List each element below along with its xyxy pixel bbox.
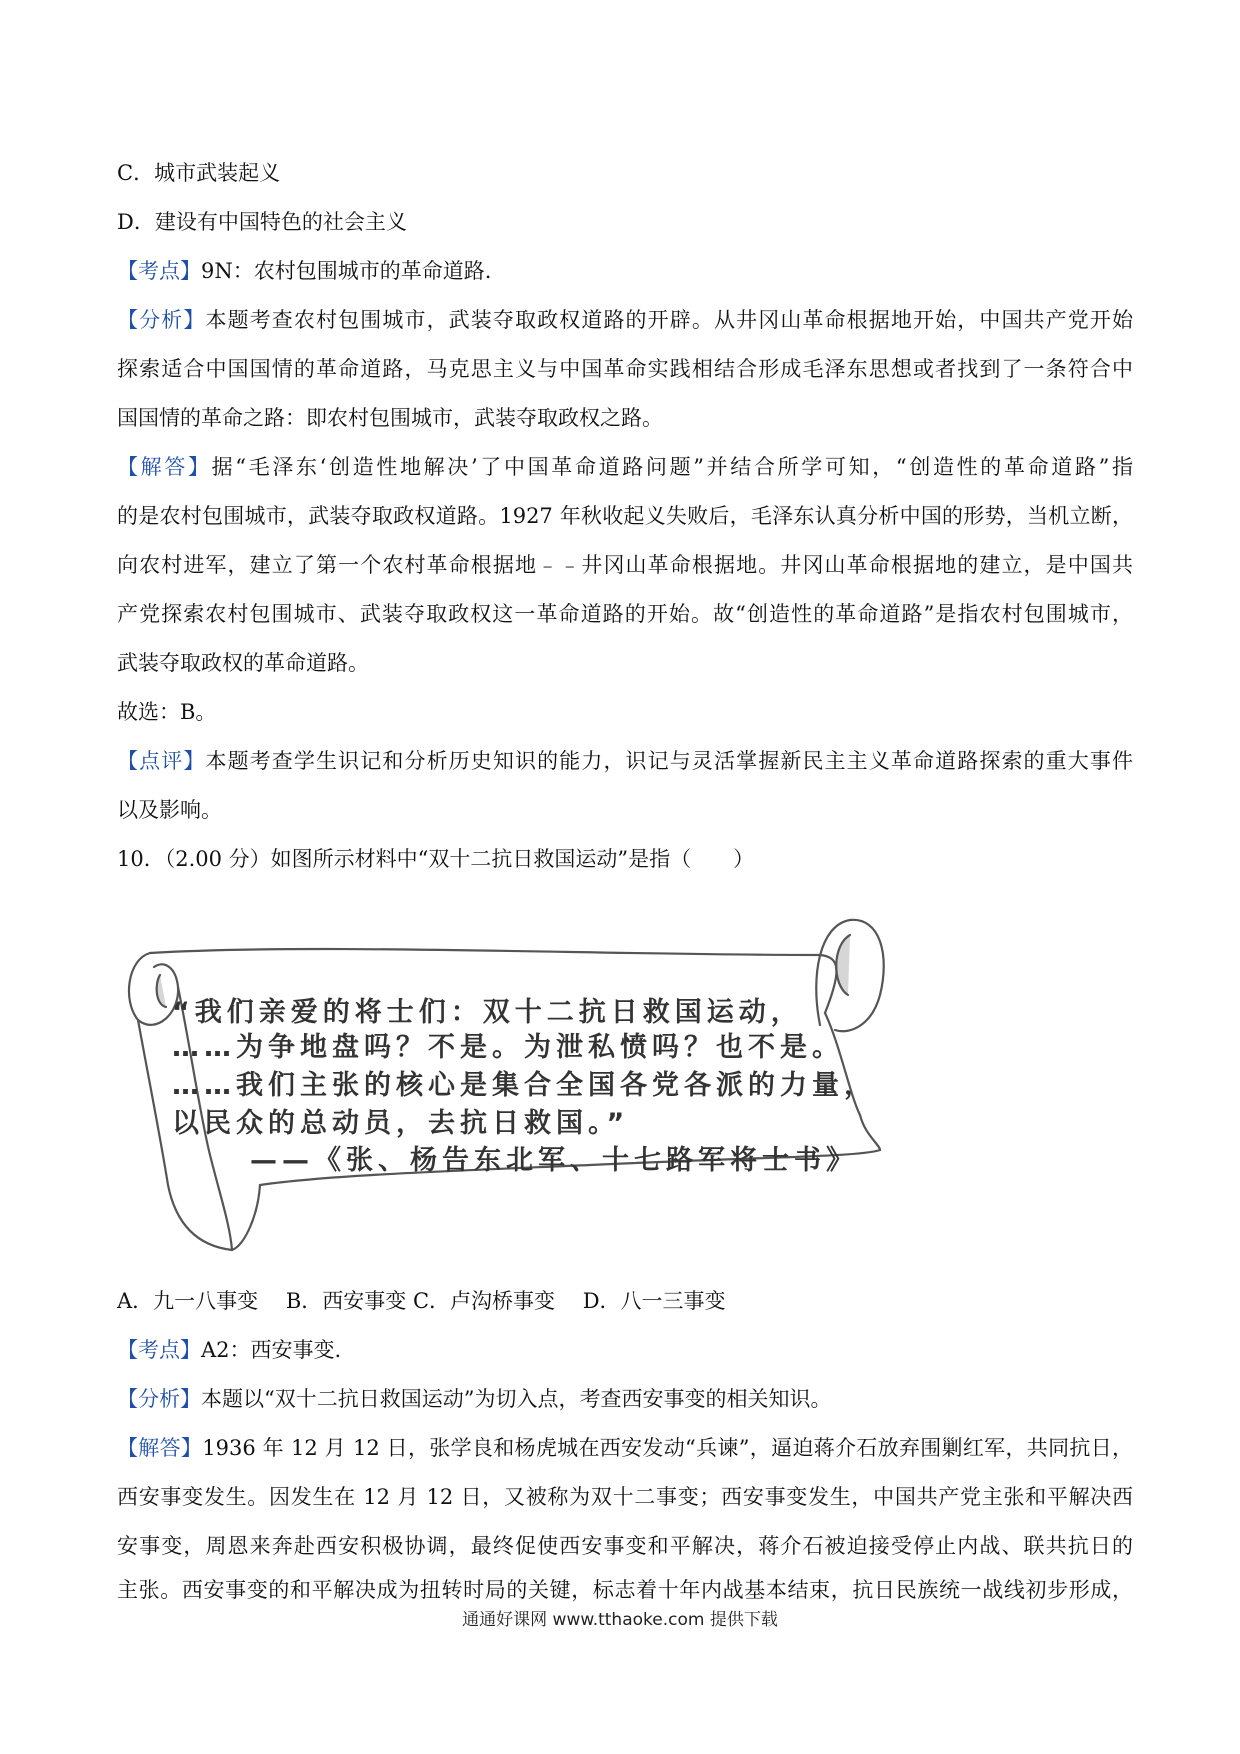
q9-dianping-line-2: 以及影响。 <box>117 798 222 822</box>
q9-dianping-line-1 <box>117 746 1133 776</box>
fenxi-tag: 【分析】 <box>117 308 206 332</box>
q10-jieda-line-1 <box>117 1433 1133 1463</box>
dianping-tag: 【点评】 <box>117 749 206 773</box>
kaodian-text: 9N：农村包围城市的革命道路. <box>201 259 492 283</box>
q10-jieda-line-4: 主张。西安事变的和平解决成为扭转时局的关键，标志着十年内战基本结束，抗日民族统一战线初步形成， <box>117 1578 1133 1602</box>
q9-answer: 故选：B。 <box>117 700 217 724</box>
q9-jieda-line-2: 的是农村包围城市，武装夺取政权道路。1927 年秋收起义失败后，毛泽东认真分析中国的形势，当机立断， <box>117 504 1133 528</box>
scroll-illustration <box>120 895 890 1265</box>
q9-option-d: D．建设有中国特色的社会主义 <box>117 210 407 234</box>
scroll-line-5: ——《张、杨告东北军、十七路军将士书》 <box>250 1145 858 1176</box>
kaodian-text: A2：西安事变. <box>201 1338 342 1362</box>
q9-jieda-line-3: 向农村进军，建立了第一个农村革命根据地﹣﹣井冈山革命根据地。井冈山革命根据地的建立，是中国共 <box>117 553 1133 577</box>
scroll-line-4: 以民众的总动员，去抗日救国。” <box>172 1108 630 1139</box>
jieda-tag: 【解答】 <box>117 1436 203 1460</box>
jieda-tag: 【解答】 <box>117 455 212 479</box>
q10-stem: 10．（2.00 分）如图所示材料中“双十二抗日救国运动”是指（ ） <box>117 847 755 871</box>
q9-jieda-line-1 <box>117 452 1133 482</box>
q10-kaodian <box>117 1335 1133 1365</box>
q9-kaodian <box>117 256 1133 286</box>
kaodian-tag: 【考点】 <box>117 259 201 283</box>
q9-fenxi-line-3: 国国情的革命之路：即农村包围城市，武装夺取政权之路。 <box>117 406 663 430</box>
q10-fenxi <box>117 1384 1133 1414</box>
q9-fenxi-line-2: 探索适合中国国情的革命道路，马克思主义与中国革命实践相结合形成毛泽东思想或者找到了一条符合中 <box>117 357 1133 381</box>
page-footer: 通通好课网 www.tthaoke.com 提供下载 <box>462 1610 778 1630</box>
jieda-text: 据“毛泽东‘创造性地解决’了中国革命道路问题”并结合所学可知，“创造性的革命道路”指 <box>211 455 1133 479</box>
scroll-line-2: ……为争地盘吗？不是。为泄私愤吗？也不是。 <box>172 1032 844 1063</box>
q10-options: A．九一八事变 B．西安事变 C．卢沟桥事变 D．八一三事变 <box>117 1289 726 1313</box>
scroll-line-1: “我们亲爱的将士们：双十二抗日救国运动， <box>172 997 803 1028</box>
q9-jieda-line-4: 产党探索农村包围城市、武装夺取政权这一革命道路的开始。故“创造性的革命道路”是指农村包围城市， <box>117 602 1133 626</box>
q9-fenxi-line-1 <box>117 305 1133 335</box>
q10-jieda-line-2: 西安事变发生。因发生在 12 月 12 日，又被称为双十二事变；西安事变发生，中国共产党主张和平解决西 <box>117 1485 1133 1509</box>
q9-option-c: C．城市武装起义 <box>117 161 281 185</box>
kaodian-tag: 【考点】 <box>117 1338 201 1362</box>
scroll-line-3: ……我们主张的核心是集合全国各党各派的力量， <box>172 1070 876 1101</box>
fenxi-text: 本题以“双十二抗日救国运动”为切入点，考查西安事变的相关知识。 <box>201 1387 832 1411</box>
jieda-text: 1936 年 12 月 12 日，张学良和杨虎城在西安发动“兵谏”，逼迫蒋介石放弃围剿红军，共同抗日， <box>202 1436 1134 1460</box>
q10-jieda-line-3: 安事变，周恩来奔赴西安积极协调，最终促使西安事变和平解决，蒋介石被迫接受停止内战、联共抗日的 <box>117 1534 1133 1558</box>
fenxi-text: 本题考查农村包围城市，武装夺取政权道路的开辟。从井冈山革命根据地开始，中国共产党开始 <box>205 308 1134 332</box>
q9-jieda-line-5: 武装夺取政权的革命道路。 <box>117 651 369 675</box>
fenxi-tag: 【分析】 <box>117 1387 201 1411</box>
dianping-text: 本题考查学生识记和分析历史知识的能力，识记与灵活掌握新民主主义革命道路探索的重大事件 <box>205 749 1134 773</box>
